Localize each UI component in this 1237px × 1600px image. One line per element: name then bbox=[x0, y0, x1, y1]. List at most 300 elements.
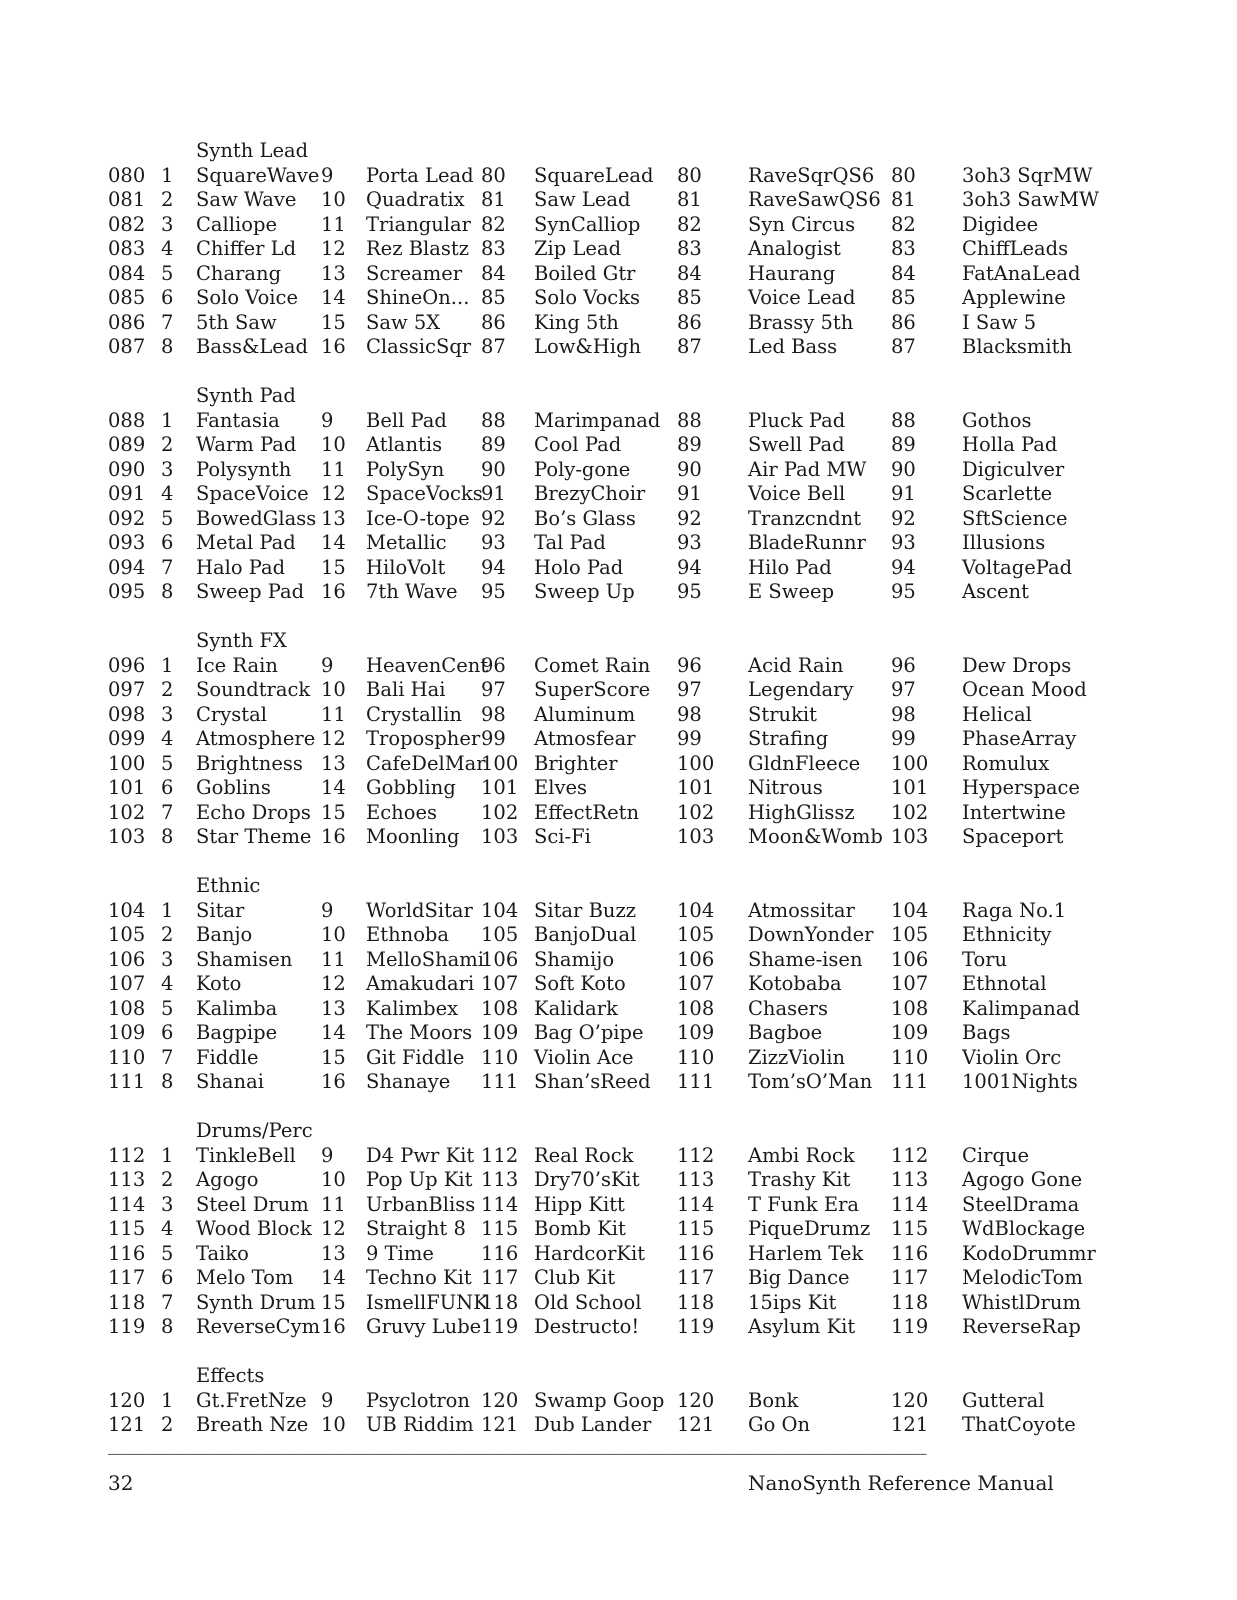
patch-cell: 102 bbox=[481, 800, 519, 824]
patch-cell: 118 bbox=[891, 1290, 929, 1314]
patch-cell: 1 bbox=[161, 1388, 174, 1412]
patch-row bbox=[108, 948, 1218, 973]
patch-cell: 108 bbox=[677, 996, 715, 1020]
patch-cell: 9 Time bbox=[366, 1241, 434, 1265]
patch-cell: 106 bbox=[677, 947, 715, 971]
patch-cell: 118 bbox=[481, 1290, 519, 1314]
patch-cell: 9 bbox=[321, 1143, 334, 1167]
patch-cell: 96 bbox=[891, 653, 916, 677]
patch-cell: 2 bbox=[161, 188, 174, 211]
patch-cell: Spaceport bbox=[962, 825, 1064, 848]
patch-row bbox=[108, 188, 1218, 213]
patch-cell: Shamisen bbox=[196, 947, 293, 971]
patch-cell: 117 bbox=[891, 1266, 929, 1289]
patch-row bbox=[108, 556, 1218, 581]
patch-cell: Voice Bell bbox=[748, 482, 846, 505]
section-title: Synth Lead bbox=[196, 139, 309, 162]
patch-cell: Saw Wave bbox=[196, 188, 297, 211]
patch-cell: 7 bbox=[161, 1290, 174, 1314]
patch-cell: 107 bbox=[891, 972, 929, 995]
patch-cell: 109 bbox=[108, 1021, 146, 1044]
patch-cell: 104 bbox=[891, 898, 929, 922]
patch-cell: 5th Saw bbox=[196, 310, 277, 334]
patch-cell: 92 bbox=[677, 506, 702, 530]
patch-cell: 97 bbox=[677, 678, 702, 701]
patch-cell: VoltagePad bbox=[962, 555, 1073, 579]
patch-cell: Agogo bbox=[196, 1168, 259, 1191]
patch-cell: 6 bbox=[161, 1021, 174, 1044]
patch-cell: Kalimba bbox=[196, 996, 278, 1020]
patch-cell: 121 bbox=[108, 1413, 146, 1436]
patch-cell: Bonk bbox=[748, 1388, 799, 1412]
patch-row bbox=[108, 899, 1218, 924]
patch-cell: 4 bbox=[161, 237, 174, 260]
patch-cell: 16 bbox=[321, 825, 346, 848]
patch-cell: IsmellFUNK bbox=[366, 1290, 488, 1314]
patch-cell: 84 bbox=[891, 261, 916, 285]
patch-cell: PolySyn bbox=[366, 457, 445, 481]
patch-row bbox=[108, 1217, 1218, 1242]
patch-cell: Swell Pad bbox=[748, 433, 845, 456]
patch-cell: 108 bbox=[891, 996, 929, 1020]
patch-cell: 8 bbox=[161, 335, 174, 358]
patch-cell: Toru bbox=[962, 947, 1008, 971]
patch-cell: 116 bbox=[677, 1241, 715, 1265]
patch-cell: 13 bbox=[321, 751, 346, 775]
patch-cell: 107 bbox=[677, 972, 715, 995]
patch-cell: Bell Pad bbox=[366, 408, 447, 432]
patch-row bbox=[108, 433, 1218, 458]
patch-cell: 89 bbox=[891, 433, 916, 456]
patch-cell: 89 bbox=[481, 433, 506, 456]
patch-cell: BowedGlass bbox=[196, 506, 317, 530]
patch-cell: Shame-isen bbox=[748, 947, 863, 971]
patch-cell: 102 bbox=[108, 800, 146, 824]
patch-cell: Haurang bbox=[748, 261, 836, 285]
patch-cell: 93 bbox=[677, 531, 702, 554]
patch-row bbox=[108, 703, 1218, 728]
patch-cell: 102 bbox=[891, 800, 929, 824]
patch-cell: 089 bbox=[108, 433, 146, 456]
patch-cell: Illusions bbox=[962, 531, 1046, 554]
section-spacer bbox=[108, 360, 1218, 385]
patch-cell: 9 bbox=[321, 163, 334, 187]
patch-cell: Dry70’sKit bbox=[534, 1168, 640, 1191]
patch-cell: 088 bbox=[108, 408, 146, 432]
patch-cell: Screamer bbox=[366, 261, 463, 285]
patch-cell: ClassicSqr bbox=[366, 335, 472, 358]
patch-cell: 88 bbox=[891, 408, 916, 432]
patch-cell: SuperScore bbox=[534, 678, 651, 701]
patch-cell: UrbanBliss bbox=[366, 1192, 476, 1216]
patch-cell: 117 bbox=[108, 1266, 146, 1289]
patch-cell: 5 bbox=[161, 996, 174, 1020]
patch-cell: 3 bbox=[161, 457, 174, 481]
patch-cell: 95 bbox=[677, 580, 702, 603]
patch-cell: 98 bbox=[891, 702, 916, 726]
patch-cell: Marimpanad bbox=[534, 408, 661, 432]
patch-cell: Charang bbox=[196, 261, 282, 285]
patch-cell: Triangular bbox=[366, 212, 471, 236]
patch-cell: 9 bbox=[321, 898, 334, 922]
patch-row bbox=[108, 654, 1218, 679]
patch-cell: Soft Koto bbox=[534, 972, 626, 995]
patch-cell: Banjo bbox=[196, 923, 253, 946]
patch-cell: SpaceVocks bbox=[366, 482, 483, 505]
patch-cell: 15ips Kit bbox=[748, 1290, 837, 1314]
patch-cell: 10 bbox=[321, 433, 346, 456]
patch-cell: 99 bbox=[677, 727, 702, 750]
patch-cell: 11 bbox=[321, 947, 346, 971]
patch-row bbox=[108, 311, 1218, 336]
patch-cell: Hyperspace bbox=[962, 776, 1080, 799]
patch-cell: Dew Drops bbox=[962, 653, 1072, 677]
patch-cell: 3 bbox=[161, 947, 174, 971]
patch-cell: Shan’sReed bbox=[534, 1070, 651, 1093]
patch-cell: Breath Nze bbox=[196, 1413, 309, 1436]
patch-cell: 112 bbox=[481, 1143, 519, 1167]
patch-cell: 6 bbox=[161, 531, 174, 554]
patch-cell: 105 bbox=[481, 923, 519, 946]
patch-cell: 111 bbox=[108, 1070, 146, 1093]
patch-cell: 97 bbox=[891, 678, 916, 701]
patch-cell: 101 bbox=[677, 776, 715, 799]
patch-cell: Gothos bbox=[962, 408, 1032, 432]
patch-cell: Zip Lead bbox=[534, 237, 622, 260]
patch-cell: 82 bbox=[481, 212, 506, 236]
patch-cell: Destructo! bbox=[534, 1315, 640, 1338]
patch-cell: 103 bbox=[891, 825, 929, 848]
patch-cell: 121 bbox=[891, 1413, 929, 1436]
patch-cell: 16 bbox=[321, 1315, 346, 1338]
section-title: Synth Pad bbox=[196, 384, 296, 407]
patch-cell: 117 bbox=[677, 1266, 715, 1289]
patch-cell: 114 bbox=[891, 1192, 929, 1216]
patch-cell: 112 bbox=[891, 1143, 929, 1167]
patch-cell: Swamp Goop bbox=[534, 1388, 665, 1412]
patch-cell: 116 bbox=[481, 1241, 519, 1265]
patch-cell: WorldSitar bbox=[366, 898, 473, 922]
patch-cell: 2 bbox=[161, 1168, 174, 1191]
patch-row bbox=[108, 801, 1218, 826]
patch-cell: Brighter bbox=[534, 751, 618, 775]
patch-cell: Ethnicity bbox=[962, 923, 1052, 946]
patch-cell: Real Rock bbox=[534, 1143, 634, 1167]
patch-cell: Echoes bbox=[366, 800, 438, 824]
section-title: Drums/Perc bbox=[196, 1119, 313, 1142]
patch-cell: Air Pad MW bbox=[748, 457, 867, 481]
patch-cell: RaveSqrQS6 bbox=[748, 163, 875, 187]
patch-row bbox=[108, 580, 1218, 605]
patch-cell: 90 bbox=[891, 457, 916, 481]
patch-cell: Soundtrack bbox=[196, 678, 311, 701]
patch-cell: 13 bbox=[321, 261, 346, 285]
patch-cell: 98 bbox=[677, 702, 702, 726]
patch-cell: Agogo Gone bbox=[962, 1168, 1083, 1191]
patch-cell: 115 bbox=[891, 1217, 929, 1240]
patch-cell: 83 bbox=[891, 237, 916, 260]
patch-cell: 114 bbox=[481, 1192, 519, 1216]
patch-row bbox=[108, 678, 1218, 703]
patch-cell: 115 bbox=[108, 1217, 146, 1240]
patch-cell: 082 bbox=[108, 212, 146, 236]
patch-cell: 86 bbox=[677, 310, 702, 334]
patch-cell: 7th Wave bbox=[366, 580, 458, 603]
patch-row bbox=[108, 482, 1218, 507]
patch-cell: RaveSawQS6 bbox=[748, 188, 881, 211]
patch-cell: SftScience bbox=[962, 506, 1068, 530]
patch-cell: Kalidark bbox=[534, 996, 618, 1020]
patch-row bbox=[108, 1021, 1218, 1046]
patch-cell: Digidee bbox=[962, 212, 1039, 236]
patch-cell: Moonling bbox=[366, 825, 460, 848]
patch-cell: Pop Up Kit bbox=[366, 1168, 473, 1191]
patch-cell: 82 bbox=[677, 212, 702, 236]
patch-cell: Quadratix bbox=[366, 188, 465, 211]
patch-cell: 4 bbox=[161, 727, 174, 750]
patch-cell: 85 bbox=[481, 286, 506, 309]
patch-cell: 1 bbox=[161, 408, 174, 432]
patch-cell: Steel Drum bbox=[196, 1192, 309, 1216]
patch-cell: WhistlDrum bbox=[962, 1290, 1081, 1314]
patch-cell: Pluck Pad bbox=[748, 408, 846, 432]
patch-cell: 121 bbox=[677, 1413, 715, 1436]
patch-cell: Sweep Pad bbox=[196, 580, 305, 603]
patch-cell: Gutteral bbox=[962, 1388, 1045, 1412]
patch-cell: E Sweep bbox=[748, 580, 835, 603]
patch-cell: Star Theme bbox=[196, 825, 312, 848]
patch-cell: PhaseArray bbox=[962, 727, 1077, 750]
patch-row bbox=[108, 972, 1218, 997]
patch-cell: Solo Voice bbox=[196, 286, 299, 309]
patch-cell: 109 bbox=[481, 1021, 519, 1044]
patch-cell: 1001Nights bbox=[962, 1070, 1078, 1093]
patch-cell: 087 bbox=[108, 335, 146, 358]
patch-cell: 81 bbox=[891, 188, 916, 211]
manual-title: NanoSynth Reference Manual bbox=[748, 1471, 1054, 1495]
patch-cell: 80 bbox=[481, 163, 506, 187]
patch-cell: 14 bbox=[321, 286, 346, 309]
patch-cell: Elves bbox=[534, 776, 588, 799]
patch-cell: BanjoDual bbox=[534, 923, 637, 946]
patch-cell: 14 bbox=[321, 1266, 346, 1289]
patch-cell: 12 bbox=[321, 237, 346, 260]
patch-cell: Tal Pad bbox=[534, 531, 606, 554]
patch-cell: CafeDelMar bbox=[366, 751, 486, 775]
patch-cell: MelodicTom bbox=[962, 1266, 1083, 1289]
patch-cell: 16 bbox=[321, 335, 346, 358]
patch-cell: 81 bbox=[481, 188, 506, 211]
patch-list bbox=[108, 139, 1218, 1438]
patch-cell: 11 bbox=[321, 457, 346, 481]
patch-cell: T Funk Era bbox=[748, 1192, 860, 1216]
patch-cell: 97 bbox=[481, 678, 506, 701]
patch-cell: Psyclotron bbox=[366, 1388, 470, 1412]
patch-cell: 103 bbox=[481, 825, 519, 848]
patch-cell: 13 bbox=[321, 1241, 346, 1265]
patch-cell: Kalimpanad bbox=[962, 996, 1080, 1020]
patch-cell: 098 bbox=[108, 702, 146, 726]
patch-cell: 3oh3 SqrMW bbox=[962, 163, 1093, 187]
patch-cell: 10 bbox=[321, 1168, 346, 1191]
patch-cell: Strafing bbox=[748, 727, 829, 750]
patch-cell: Cirque bbox=[962, 1143, 1030, 1167]
patch-cell: Halo Pad bbox=[196, 555, 286, 579]
patch-cell: HighGlissz bbox=[748, 800, 855, 824]
patch-cell: 12 bbox=[321, 972, 346, 995]
patch-cell: 110 bbox=[677, 1045, 715, 1069]
patch-cell: HeavenCent bbox=[366, 653, 489, 677]
patch-cell: 118 bbox=[108, 1290, 146, 1314]
patch-cell: 3 bbox=[161, 212, 174, 236]
patch-cell: FatAnaLead bbox=[962, 261, 1081, 285]
patch-cell: 113 bbox=[891, 1168, 929, 1191]
patch-cell: 8 bbox=[161, 1315, 174, 1338]
patch-cell: 086 bbox=[108, 310, 146, 334]
patch-cell: Romulux bbox=[962, 751, 1050, 775]
patch-row bbox=[108, 1070, 1218, 1095]
patch-cell: BladeRunnr bbox=[748, 531, 866, 554]
patch-cell: 091 bbox=[108, 482, 146, 505]
patch-cell: 95 bbox=[891, 580, 916, 603]
patch-cell: 4 bbox=[161, 972, 174, 995]
patch-cell: Metallic bbox=[366, 531, 447, 554]
patch-cell: 84 bbox=[677, 261, 702, 285]
section-title: Effects bbox=[196, 1364, 265, 1387]
patch-cell: 3oh3 SawMW bbox=[962, 188, 1099, 211]
patch-cell: 80 bbox=[677, 163, 702, 187]
patch-cell: 090 bbox=[108, 457, 146, 481]
patch-cell: Strukit bbox=[748, 702, 817, 726]
patch-cell: 10 bbox=[321, 678, 346, 701]
patch-cell: 91 bbox=[891, 482, 916, 505]
patch-cell: 5 bbox=[161, 506, 174, 530]
patch-cell: 5 bbox=[161, 751, 174, 775]
patch-cell: 9 bbox=[321, 408, 334, 432]
patch-cell: 85 bbox=[677, 286, 702, 309]
patch-row bbox=[108, 997, 1218, 1022]
patch-cell: 100 bbox=[108, 751, 146, 775]
patch-cell: 5 bbox=[161, 1241, 174, 1265]
patch-cell: 92 bbox=[891, 506, 916, 530]
footer-rule: ________________________________________________________________________________________ bbox=[108, 1440, 927, 1458]
patch-cell: 94 bbox=[677, 555, 702, 579]
patch-cell: 107 bbox=[108, 972, 146, 995]
patch-cell: 112 bbox=[677, 1143, 715, 1167]
patch-cell: Crystallin bbox=[366, 702, 462, 726]
patch-cell: ReverseRap bbox=[962, 1315, 1081, 1338]
patch-cell: 90 bbox=[677, 457, 702, 481]
patch-cell: Fantasia bbox=[196, 408, 280, 432]
patch-cell: 093 bbox=[108, 531, 146, 554]
patch-cell: Synth Drum bbox=[196, 1290, 316, 1314]
patch-row bbox=[108, 507, 1218, 532]
patch-cell: 119 bbox=[677, 1315, 715, 1338]
patch-cell: ChiffLeads bbox=[962, 237, 1069, 260]
patch-cell: SquareWave bbox=[196, 163, 320, 187]
patch-cell: 104 bbox=[108, 898, 146, 922]
patch-cell: 13 bbox=[321, 996, 346, 1020]
patch-cell: Koto bbox=[196, 972, 242, 995]
patch-cell: 084 bbox=[108, 261, 146, 285]
patch-cell: 102 bbox=[677, 800, 715, 824]
patch-row bbox=[108, 531, 1218, 556]
patch-cell: 85 bbox=[891, 286, 916, 309]
patch-cell: Techno Kit bbox=[366, 1266, 472, 1289]
patch-cell: 87 bbox=[481, 335, 506, 358]
patch-cell: Club Kit bbox=[534, 1266, 616, 1289]
patch-cell: 4 bbox=[161, 482, 174, 505]
patch-cell: Atlantis bbox=[366, 433, 443, 456]
patch-cell: 120 bbox=[891, 1388, 929, 1412]
patch-cell: 2 bbox=[161, 433, 174, 456]
patch-cell: 6 bbox=[161, 286, 174, 309]
patch-cell: 93 bbox=[891, 531, 916, 554]
patch-cell: DownYonder bbox=[748, 923, 874, 946]
patch-cell: 107 bbox=[481, 972, 519, 995]
patch-cell: King 5th bbox=[534, 310, 619, 334]
patch-cell: 98 bbox=[481, 702, 506, 726]
patch-cell: 114 bbox=[108, 1192, 146, 1216]
patch-cell: 103 bbox=[108, 825, 146, 848]
patch-cell: 110 bbox=[108, 1045, 146, 1069]
patch-cell: 100 bbox=[891, 751, 929, 775]
patch-cell: Bags bbox=[962, 1021, 1011, 1044]
patch-cell: 10 bbox=[321, 1413, 346, 1436]
patch-cell: EffectRetn bbox=[534, 800, 640, 824]
patch-cell: 100 bbox=[481, 751, 519, 775]
patch-cell: 80 bbox=[891, 163, 916, 187]
patch-row bbox=[108, 727, 1218, 752]
patch-cell: 90 bbox=[481, 457, 506, 481]
patch-cell: Sci-Fi bbox=[534, 825, 591, 848]
patch-row bbox=[108, 1291, 1218, 1316]
section-title: Synth FX bbox=[196, 629, 287, 652]
patch-cell: 91 bbox=[677, 482, 702, 505]
patch-cell: 12 bbox=[321, 727, 346, 750]
patch-cell: BrezyChoir bbox=[534, 482, 646, 505]
patch-cell: 118 bbox=[677, 1290, 715, 1314]
section-spacer bbox=[108, 1340, 1218, 1365]
patch-cell: Goblins bbox=[196, 776, 271, 799]
patch-cell: Bo’s Glass bbox=[534, 506, 636, 530]
patch-cell: SquareLead bbox=[534, 163, 654, 187]
patch-cell: Sweep Up bbox=[534, 580, 635, 603]
patch-cell: Chasers bbox=[748, 996, 828, 1020]
patch-cell: 119 bbox=[891, 1315, 929, 1338]
patch-cell: 104 bbox=[481, 898, 519, 922]
patch-cell: Brightness bbox=[196, 751, 303, 775]
patch-cell: PiqueDrumz bbox=[748, 1217, 871, 1240]
patch-cell: Shanaye bbox=[366, 1070, 451, 1093]
patch-cell: 115 bbox=[677, 1217, 715, 1240]
patch-cell: Holo Pad bbox=[534, 555, 624, 579]
patch-cell: Trashy Kit bbox=[748, 1168, 851, 1191]
patch-cell: 15 bbox=[321, 310, 346, 334]
patch-cell: 1 bbox=[161, 653, 174, 677]
patch-cell: 5 bbox=[161, 261, 174, 285]
patch-cell: ReverseCym bbox=[196, 1315, 321, 1338]
patch-cell: 119 bbox=[108, 1315, 146, 1338]
patch-cell: 110 bbox=[891, 1045, 929, 1069]
patch-cell: 108 bbox=[108, 996, 146, 1020]
patch-cell: 94 bbox=[891, 555, 916, 579]
patch-cell: 117 bbox=[481, 1266, 519, 1289]
patch-cell: 86 bbox=[891, 310, 916, 334]
patch-cell: KodoDrummr bbox=[962, 1241, 1096, 1265]
patch-cell: Violin Ace bbox=[534, 1045, 634, 1069]
patch-cell: 16 bbox=[321, 580, 346, 603]
